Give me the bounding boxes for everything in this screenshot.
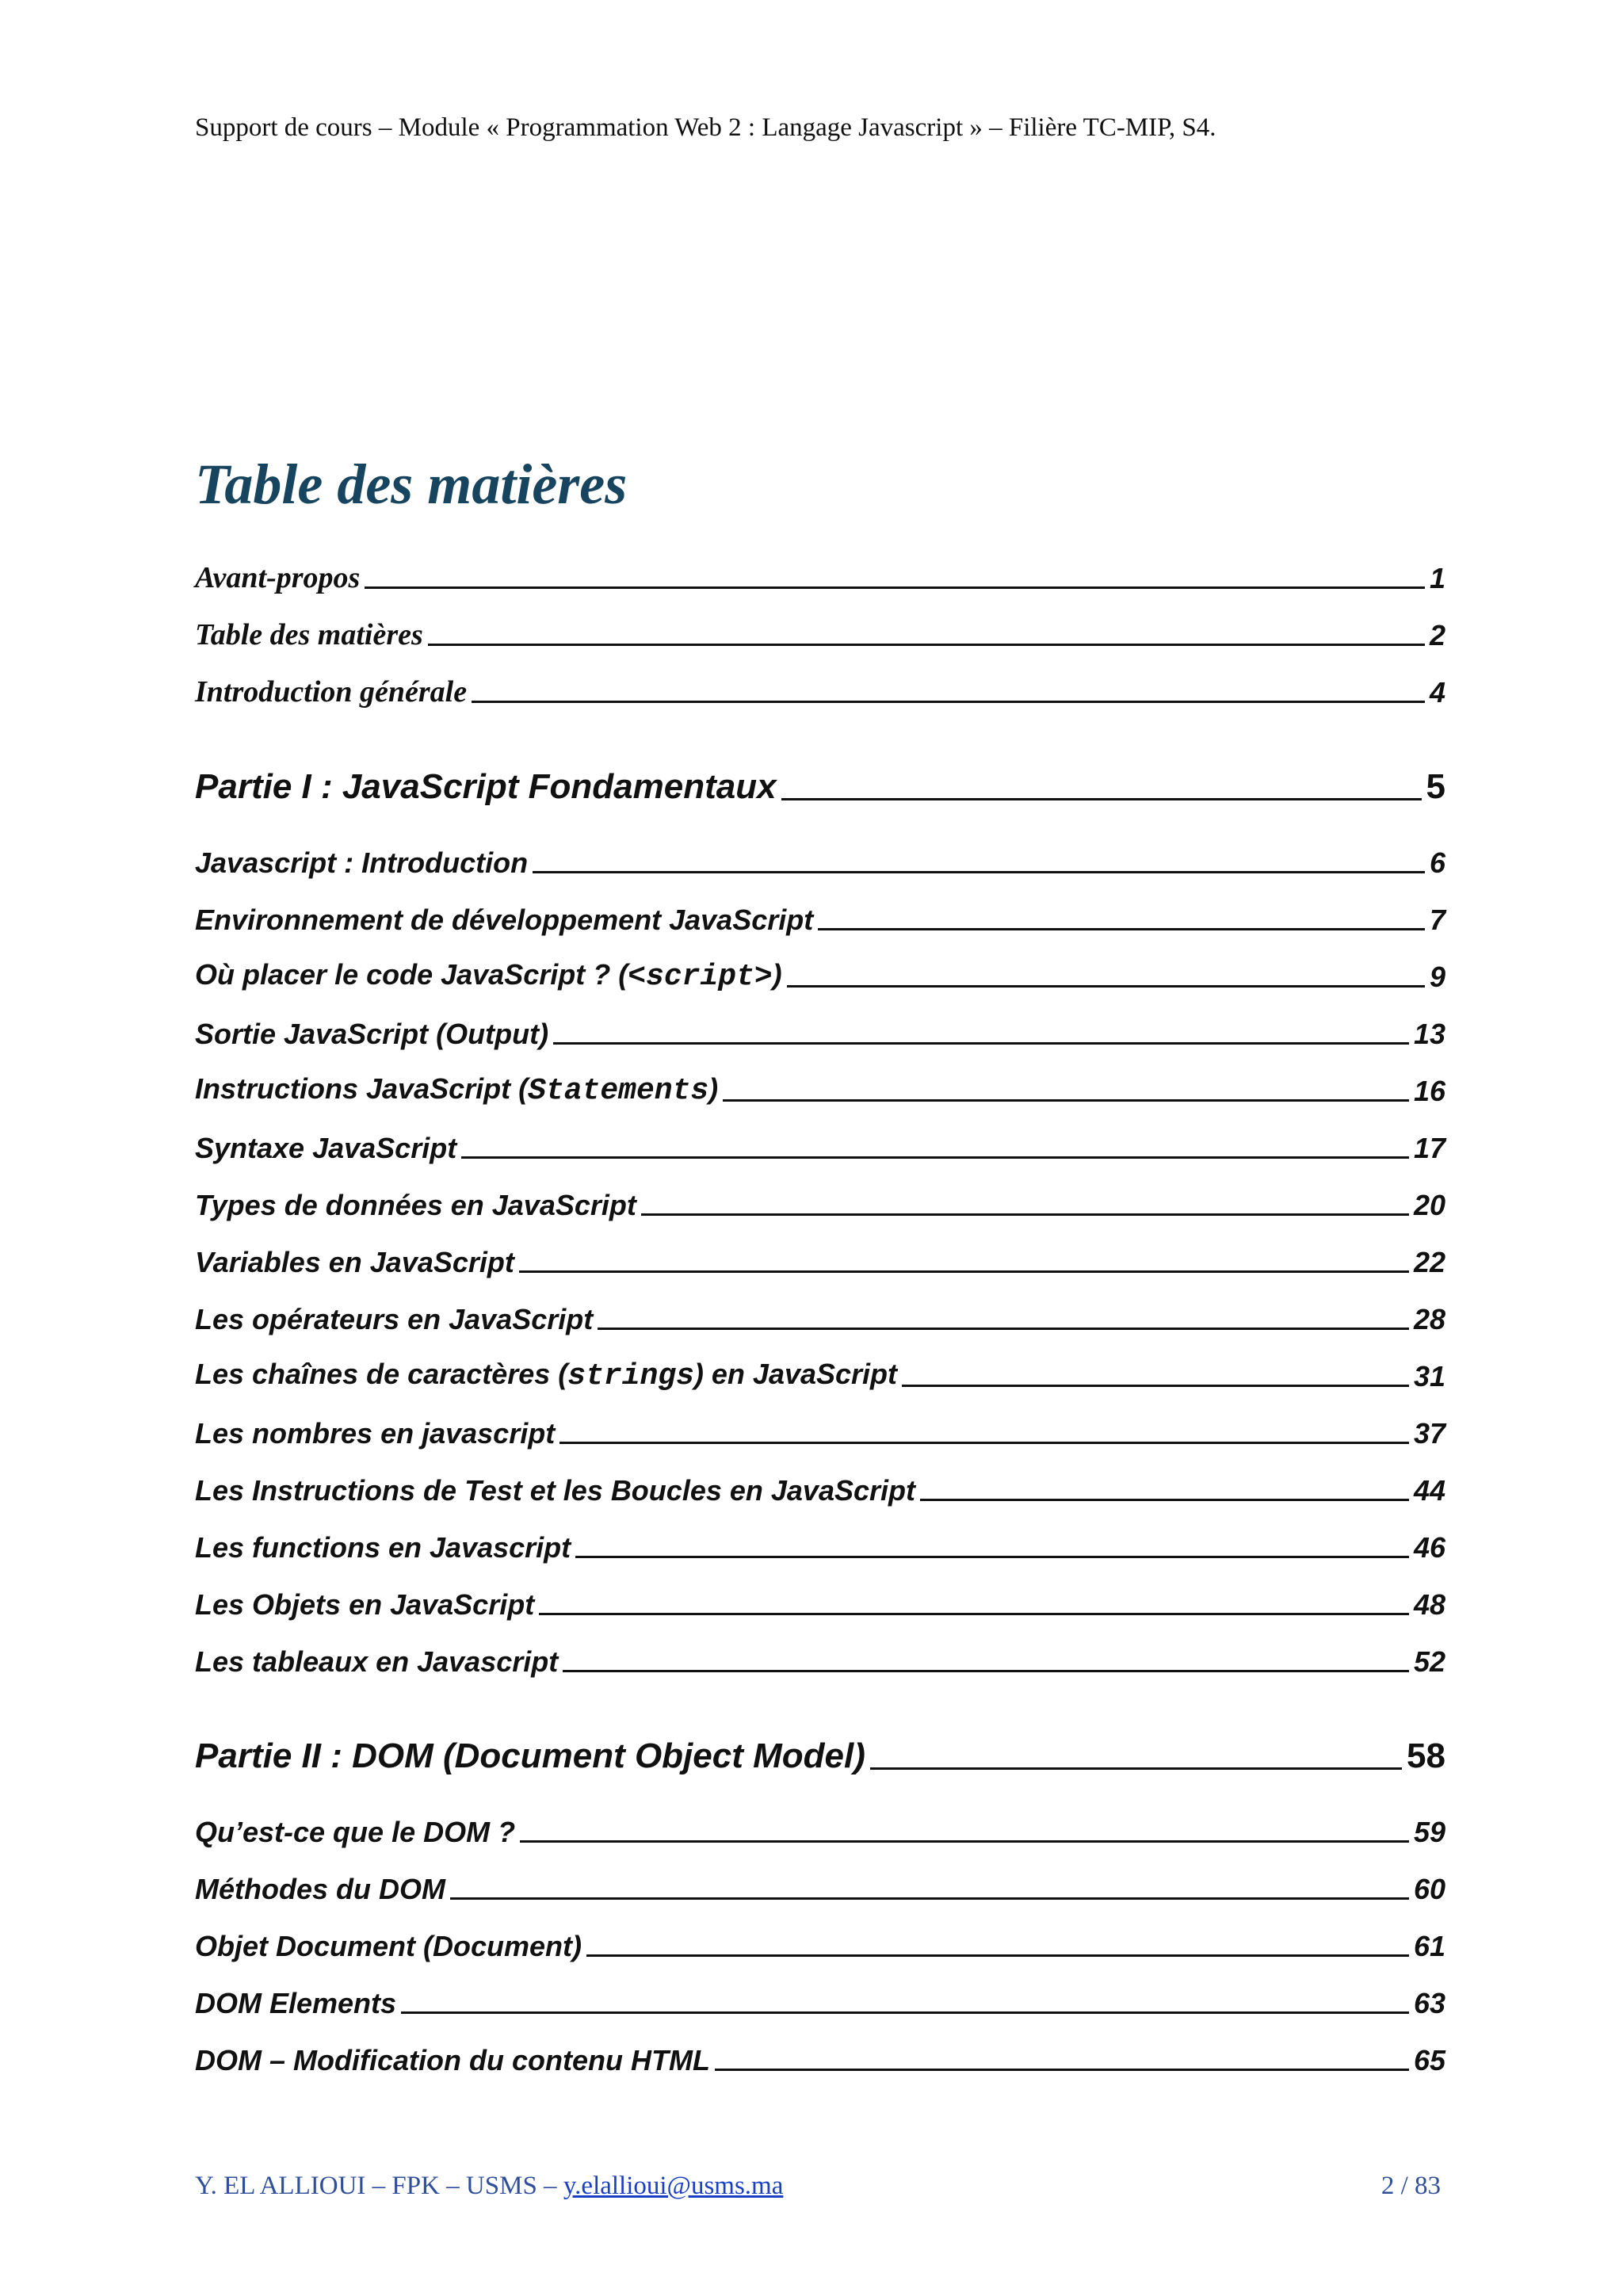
- toc-leader-line: [787, 984, 1425, 988]
- toc-entry-page: 20: [1413, 1189, 1445, 1221]
- toc-entry-label: Sortie JavaScript (Output): [195, 1018, 549, 1050]
- toc-leader-line: [519, 1270, 1409, 1273]
- toc-leader-line: [559, 1441, 1409, 1444]
- toc-leader-line: [428, 643, 1425, 646]
- toc-leader-line: [586, 1954, 1409, 1957]
- toc-entry[interactable]: [195, 1064, 1445, 1108]
- toc-leader-line: [472, 700, 1425, 703]
- toc-leader-line: [598, 1327, 1409, 1330]
- toc-entry[interactable]: [195, 1919, 1445, 1963]
- toc-leader-line: [539, 1612, 1409, 1615]
- toc-entry[interactable]: [195, 1121, 1445, 1165]
- toc-entry[interactable]: [195, 949, 1445, 994]
- toc-entry[interactable]: [195, 1862, 1445, 1906]
- toc-entry-label: Variables en JavaScript: [195, 1246, 514, 1278]
- toc-leader-line: [920, 1498, 1409, 1501]
- toc-entry-page: 59: [1413, 1816, 1445, 1848]
- toc-entry-page: 2: [1429, 619, 1445, 651]
- footer-page-counter: 2 / 83: [1381, 2172, 1441, 2200]
- toc-entry-page: 22: [1413, 1246, 1445, 1278]
- toc-entry-label-post: ) en JavaScript: [693, 1358, 898, 1390]
- toc-entry-label: Types de données en JavaScript: [195, 1189, 636, 1221]
- footer-author-text: Y. EL ALLIOUI – FPK – USMS –: [195, 2172, 563, 2200]
- toc-entry-page: 44: [1413, 1474, 1445, 1507]
- toc-entry-page: 1: [1429, 562, 1445, 594]
- toc-entry-page: 37: [1413, 1417, 1445, 1450]
- toc-entry-page: 46: [1413, 1531, 1445, 1564]
- toc-entry-label-pre: Instructions JavaScript (: [195, 1072, 529, 1105]
- toc-entry-label: Les Instructions de Test et les Boucles en JavaScript: [195, 1474, 915, 1507]
- toc-entry-label: Table des matières: [195, 618, 423, 651]
- toc-entry[interactable]: [195, 1976, 1445, 2020]
- toc-entry-label: DOM – Modification du contenu HTML: [195, 2044, 710, 2076]
- toc-entry-page: 48: [1413, 1588, 1445, 1621]
- toc-entry-page: 28: [1413, 1303, 1445, 1335]
- toc-entry-front[interactable]: [195, 665, 1445, 709]
- toc-entry-label-pre: Les chaînes de caractères (: [195, 1358, 568, 1390]
- toc-leader-line: [563, 1669, 1409, 1672]
- toc-entry-code: strings: [567, 1359, 694, 1393]
- toc-entry-label-pre: Où placer le code JavaScript ? (: [195, 958, 628, 991]
- toc-entry-label: Qu’est-ce que le DOM ?: [195, 1816, 516, 1848]
- toc-entry[interactable]: [195, 1634, 1445, 1679]
- toc-entry-label: Introduction générale: [195, 675, 468, 709]
- toc-entry-label-post: ): [772, 958, 782, 991]
- toc-entry[interactable]: [195, 1349, 1445, 1393]
- toc-entry-label: [195, 958, 782, 994]
- toc-entry-label: Objet Document (Document): [195, 1930, 582, 1962]
- toc-leader-line: [575, 1555, 1409, 1558]
- toc-entry[interactable]: [195, 1577, 1445, 1622]
- footer-email-link[interactable]: y.elallioui@usms.ma: [563, 2172, 784, 2200]
- toc-entry-label: Les opérateurs en JavaScript: [195, 1303, 594, 1335]
- toc-leader-line: [553, 1041, 1409, 1045]
- toc-entry[interactable]: [195, 1463, 1445, 1507]
- toc-leader-line: [781, 797, 1422, 800]
- toc-leader-line: [450, 1897, 1409, 1900]
- toc-entry-page: 65: [1413, 2044, 1445, 2076]
- toc-leader-line: [723, 1098, 1409, 1102]
- toc-entry-page: 4: [1429, 676, 1445, 709]
- toc-entry-code: <script>: [628, 960, 773, 994]
- toc-entry-label: Les functions en Javascript: [195, 1531, 571, 1564]
- toc-part-label: Partie I : JavaScript Fondamentaux: [195, 767, 777, 806]
- toc-entry-page: 60: [1413, 1873, 1445, 1905]
- toc-entry-label: DOM Elements: [195, 1987, 397, 2019]
- toc-entry-label: Syntaxe JavaScript: [195, 1132, 457, 1164]
- toc-part-page: 58: [1407, 1736, 1445, 1775]
- toc-entry-part-2[interactable]: [195, 1725, 1445, 1776]
- toc-leader-line: [520, 1839, 1409, 1843]
- toc-entry-label: Les tableaux en Javascript: [195, 1645, 559, 1678]
- toc-entry-label: Avant-propos: [195, 561, 361, 594]
- toc-entry-label: Méthodes du DOM: [195, 1873, 445, 1905]
- toc-entry-page: 7: [1429, 904, 1445, 936]
- toc-leader-line: [401, 2011, 1409, 2014]
- toc-entry[interactable]: [195, 1520, 1445, 1564]
- toc-entry[interactable]: [195, 2033, 1445, 2077]
- toc-entry-front[interactable]: [195, 608, 1445, 652]
- toc-entry[interactable]: [195, 1805, 1445, 1849]
- toc-leader-line: [902, 1384, 1409, 1387]
- toc-entry-label: Javascript : Introduction: [195, 846, 529, 879]
- toc-leader-line: [641, 1213, 1409, 1216]
- toc-entry-label-post: ): [708, 1072, 719, 1105]
- toc-entry[interactable]: [195, 1235, 1445, 1279]
- toc-entry[interactable]: [195, 1007, 1445, 1051]
- toc-entry-label: [195, 1072, 718, 1108]
- toc-part-label: Partie II : DOM (Document Object Model): [195, 1736, 865, 1775]
- toc-entry-page: 61: [1413, 1930, 1445, 1962]
- toc-entry-code: Statements: [528, 1074, 709, 1108]
- toc-entry[interactable]: [195, 1292, 1445, 1336]
- toc-title: Table des matières: [195, 453, 628, 516]
- toc-entry[interactable]: [195, 835, 1445, 880]
- toc-leader-line: [818, 927, 1425, 930]
- toc-entry-part-1[interactable]: [195, 756, 1445, 807]
- toc-entry-label: Les nombres en javascript: [195, 1417, 556, 1450]
- footer-author: [195, 2172, 783, 2201]
- toc-entry[interactable]: [195, 1406, 1445, 1450]
- toc-part-page: 5: [1426, 767, 1445, 806]
- toc-leader-line: [461, 1156, 1409, 1159]
- toc-entry-page: 6: [1429, 846, 1445, 879]
- toc-entry-front[interactable]: [195, 551, 1445, 595]
- toc-entry-page: 17: [1413, 1132, 1445, 1164]
- toc-entry-label: [195, 1358, 897, 1393]
- toc-leader-line: [870, 1767, 1402, 1770]
- toc-entry-page: 9: [1429, 961, 1445, 993]
- toc-entry[interactable]: [195, 1178, 1445, 1222]
- running-header: Support de cours – Module « Programmation Web 2 : Langage Javascript » – Filière TC-MIP, S4.: [195, 113, 1216, 142]
- toc-entry-label: Environnement de développement JavaScript: [195, 904, 814, 936]
- toc-entry[interactable]: [195, 892, 1445, 937]
- toc-leader-line: [533, 870, 1425, 873]
- toc-leader-line: [715, 2068, 1409, 2071]
- toc-entry-page: 63: [1413, 1987, 1445, 2019]
- toc-entry-label: Les Objets en JavaScript: [195, 1588, 535, 1621]
- toc-entry-page: 52: [1413, 1645, 1445, 1678]
- toc-leader-line: [365, 586, 1425, 589]
- toc-entry-page: 16: [1413, 1075, 1445, 1107]
- toc-entry-page: 31: [1413, 1360, 1445, 1392]
- toc-entry-page: 13: [1413, 1018, 1445, 1050]
